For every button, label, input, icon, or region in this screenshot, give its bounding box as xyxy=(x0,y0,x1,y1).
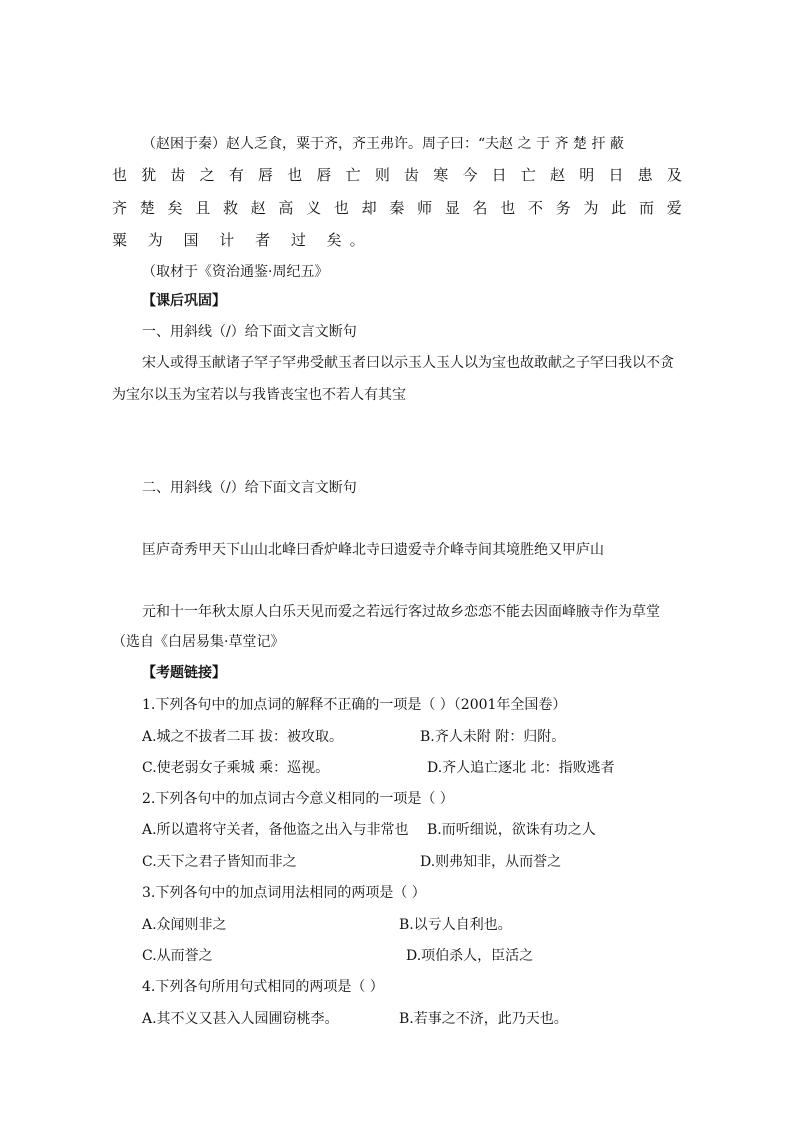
exam-q4-option-b: B.若事之不济，此乃天也。 xyxy=(399,1011,568,1027)
passage-char: 及 xyxy=(666,166,682,184)
exam-q1-options-row-1 xyxy=(0,727,794,747)
passage-char: 而 xyxy=(638,199,654,217)
passage-char: 秦 xyxy=(389,199,405,217)
passage-source: （取材于《资治通鉴·周纪五》 xyxy=(142,264,329,280)
exam-q1-option-b: B.齐人未附 附：归附。 xyxy=(420,729,566,745)
passage-char: 明 xyxy=(579,166,595,184)
exam-q3-options-row-2 xyxy=(0,946,794,966)
passage-char: 且 xyxy=(195,199,211,217)
passage-char: 爱 xyxy=(666,199,682,217)
passage-char: 寒 xyxy=(433,166,449,184)
exam-q1-option-c: C.使老弱女子乘城 乘：巡视。 xyxy=(142,760,330,776)
passage-char: 亡 xyxy=(345,166,361,184)
passage-char: 齐 xyxy=(112,199,128,217)
passage-char: 为 xyxy=(583,199,599,217)
review-q2-title: 二、用斜线（/）给下面文言文断句 xyxy=(142,480,357,496)
passage-char: 今 xyxy=(462,166,478,184)
review-q2-text-2-line-1: 元和十一年秋太原人白乐天见而爱之若远行客过故乡恋恋不能去因面峰腋寺作为草堂 xyxy=(142,604,660,620)
exam-q1-option-a: A.城之不拔者二耳 拔：被攻取。 xyxy=(142,729,344,745)
review-q2-text-2-line-2: （选自《白居易集·草堂记》 xyxy=(112,634,285,650)
exam-q2-stem: 2.下列各句中的加点词古今意义相同的一项是（ ） xyxy=(142,791,454,807)
passage-char: 却 xyxy=(361,199,377,217)
exam-q2-option-a: A.所以遣将守关者，备他盗之出入与非常也 xyxy=(142,822,409,838)
passage-char: 则 xyxy=(374,166,390,184)
passage-char: 名 xyxy=(472,199,488,217)
passage-char: 也 xyxy=(287,166,303,184)
passage-line-2 xyxy=(112,165,682,185)
exam-q1-option-d: D.齐人追亡逐北 北：指败逃者 xyxy=(427,760,615,776)
passage-char: 患 xyxy=(637,166,653,184)
passage-char: 高 xyxy=(278,199,294,217)
exam-q3-option-c: C.从而誉之 xyxy=(142,948,213,964)
passage-char: 唇 xyxy=(258,166,274,184)
passage-char: 日 xyxy=(491,166,507,184)
passage-char: 务 xyxy=(555,199,571,217)
passage-char: 唇 xyxy=(316,166,332,184)
passage-char: 赵 xyxy=(250,199,266,217)
passage-char: 齿 xyxy=(170,166,186,184)
passage-char: 也 xyxy=(500,199,516,217)
exam-q3-options-row-1 xyxy=(0,915,794,935)
exam-q3-option-a: A.众闻则非之 xyxy=(142,917,227,933)
passage-char: 齿 xyxy=(404,166,420,184)
passage-char: 犹 xyxy=(141,166,157,184)
passage-char: 不 xyxy=(528,199,544,217)
passage-char: 之 xyxy=(199,166,215,184)
exam-heading: 【考题链接】 xyxy=(142,665,226,681)
exam-q3-stem: 3.下列各句中的加点词用法相同的两项是（ ） xyxy=(142,885,426,901)
passage-char: 有 xyxy=(228,166,244,184)
review-heading: 【课后巩固】 xyxy=(142,293,226,309)
exam-q4-option-a: A.其不义又甚入人园圃窃桃李。 xyxy=(142,1011,339,1027)
exam-q3-option-d: D.项伯杀人，臣活之 xyxy=(406,948,534,964)
passage-char: 亡 xyxy=(520,166,536,184)
passage-char: 显 xyxy=(444,199,460,217)
exam-q4-options-row-1 xyxy=(0,1009,794,1029)
exam-q2-option-b: B.而听细说，欲诛有功之人 xyxy=(427,822,596,838)
passage-char: 此 xyxy=(611,199,627,217)
exam-q1-options-row-2 xyxy=(0,758,794,778)
exam-q2-options-row-2 xyxy=(0,852,794,872)
passage-char: 师 xyxy=(417,199,433,217)
passage-char: 也 xyxy=(112,166,128,184)
passage-line-1: （赵困于秦）赵人乏食，粟于齐，齐王弗许。周子曰：“夫赵 之 于 齐 楚 扞 蔽 xyxy=(142,136,624,152)
passage-char: 也 xyxy=(333,199,349,217)
passage-line-4: 粟 为 国 计 者 过 矣。 xyxy=(112,231,373,249)
review-q1-text-line-1: 宋人或得玉献诸子罕子罕弗受献玉者曰以示玉人玉人以为宝也故敢献之子罕曰我以不贪 xyxy=(142,355,674,371)
review-q1-text-line-2: 为宝尔以玉为宝若以与我皆丧宝也不若人有其宝 xyxy=(112,387,406,403)
passage-char: 赵 xyxy=(550,166,566,184)
passage-char: 楚 xyxy=(139,199,155,217)
exam-q1-stem: 1.下列各句中的加点词的解释不正确的一项是（ ）（2001年全国卷） xyxy=(142,697,567,713)
passage-char: 救 xyxy=(222,199,238,217)
review-q2-text-1: 匡庐奇秀甲天下山山北峰曰香炉峰北寺曰遗爱寺介峰寺间其境胜绝又甲庐山 xyxy=(142,542,604,558)
passage-char: 日 xyxy=(608,166,624,184)
exam-q2-options-row-1 xyxy=(0,820,794,840)
exam-q3-option-b: B.以亏人自利也。 xyxy=(399,917,512,933)
exam-q2-option-d: D.则弗知非，从而誉之 xyxy=(420,854,562,870)
passage-char: 义 xyxy=(306,199,322,217)
passage-line-3 xyxy=(112,198,682,218)
passage-char: 矣 xyxy=(167,199,183,217)
exam-q4-stem: 4.下列各句所用句式相同的两项是（ ） xyxy=(142,979,384,995)
review-q1-title: 一、用斜线（/）给下面文言文断句 xyxy=(142,324,357,340)
exam-q2-option-c: C.天下之君子皆知而非之 xyxy=(142,854,297,870)
